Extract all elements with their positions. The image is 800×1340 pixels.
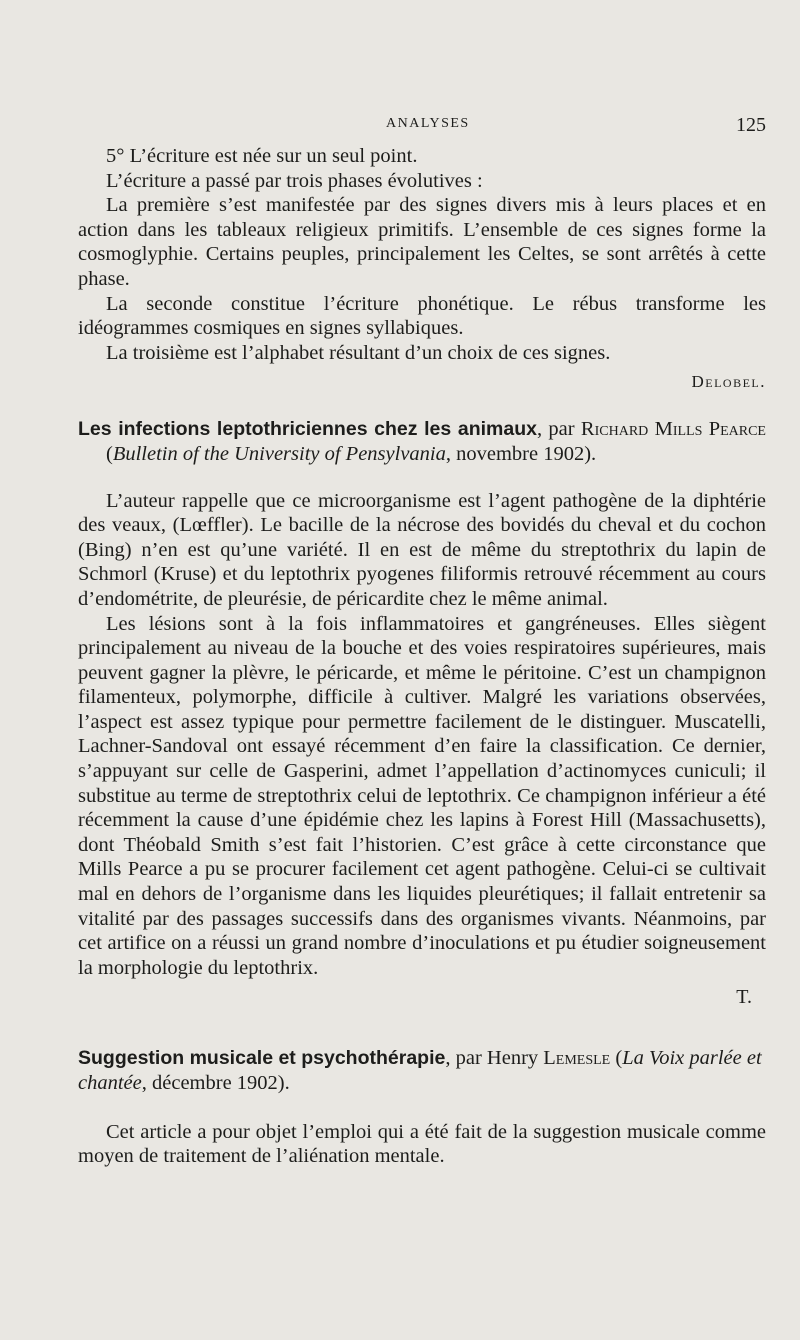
article-3-body <box>78 1120 766 1169</box>
signature-initial: T. <box>736 986 752 1009</box>
open-paren: ( <box>610 1047 623 1070</box>
running-title: ANALYSES <box>386 116 470 131</box>
signature <box>78 982 766 1012</box>
source-journal: La Voix parlée et chantée <box>78 1047 762 1094</box>
article-3-heading <box>78 1046 766 1095</box>
publication-date: , décembre 1902). <box>141 1072 290 1094</box>
source-journal: Bulletin of the University of Pensylvania <box>112 442 446 465</box>
byline-connector: , par <box>536 418 581 441</box>
open-paren: ( <box>106 442 113 465</box>
article-title: Les infections leptothriciennes chez les animaux <box>78 418 537 441</box>
paragraph: Les lésions sont à la fois inflammatoires et gangréneuses. Elles siègent principalement au niveau de la bouche et des voies respiratoires supérieures, mais peuvent gagner la plèvre, le péricarde, et même le péritoine. C’est un champignon filamenteux, polymorphe, difficile à cultiver. Malgré les variations observées, l’aspect est assez typique pour permettre facilement de le distinguer. Muscatelli, Lachner-Sandoval ont essayé récemment d’en faire la classification. Ce dernier, s’appuyant sur celle de Gasperini, admet l’appellation d’actinomyces cuniculi; il substitue au terme de streptothrix celui de leptothrix. Ce champignon inférieur a été récemment la cause d’une épidémie chez les lapins à Forest Hill (Massachusetts), dont Théobald Smith s’est fait l’historien. C’est grâce à cette circonstance que Mills Pearce a pu se procurer facilement cet agent pathogène. Celui-ci se cultivait mal en dehors de l’organisme dans les liquides pleurétiques; il fallait entretenir sa vitalité par des passages successifs dans des organismes vivants. Néanmoins, par cet artifice on a réussi un grand nombre d’inoculations et pu étudier soigneusement la morphologie du leptothrix. <box>78 612 766 979</box>
article-title: Suggestion musicale et psychothérapie <box>78 1047 446 1070</box>
signature: Delobel. <box>691 372 766 392</box>
author-name: Richard Mills Pearce <box>580 418 766 441</box>
publication-date: , novembre 1902). <box>445 442 597 465</box>
paragraph: L’écriture a passé par trois phases évolutives : <box>106 169 483 192</box>
running-head <box>86 112 766 142</box>
page-number: 125 <box>736 114 766 136</box>
paragraph: La seconde constitue l’écriture phonétique. Le rébus transforme les idéogrammes cosmiques en signes syllabiques. <box>78 292 766 340</box>
paragraph: La troisième est l’alphabet résultant d’un choix de ces signes. <box>106 341 611 364</box>
article-1-tail <box>78 144 766 397</box>
byline-connector: , par Henry <box>445 1047 544 1070</box>
paragraph: Cet article a pour objet l’emploi qui a été fait de la suggestion musicale comme moyen de traitement de l’aliénation mentale. <box>78 1120 766 1168</box>
paragraph: L’auteur rappelle que ce microorganisme est l’agent pathogène de la diphtérie des veaux, (Lœffler). Le bacille de la nécrose des bovidés du cheval et du cochon (Bing) n’en est qu’une variété. Il en est de même du streptothrix du lapin de Schmorl (Kruse) et du leptothrix pyogenes filiformis retrouvé récemment au cours d’endométrite, de pleurésie, de péricardite chez le même animal. <box>78 489 766 610</box>
paragraph: 5° L’écriture est née sur un seul point. <box>106 145 418 167</box>
article-2-body <box>78 489 766 1013</box>
article-2-heading <box>78 417 766 466</box>
author-name: Lemesle <box>543 1047 611 1070</box>
paragraph: La première s’est manifestée par des signes divers mis à leurs places et en action dans les tableaux religieux primitifs. L’ensemble de ces signes forme la cosmoglyphie. Certains peuples, principalement les Celtes, se sont arrêtés à cette phase. <box>78 194 766 290</box>
